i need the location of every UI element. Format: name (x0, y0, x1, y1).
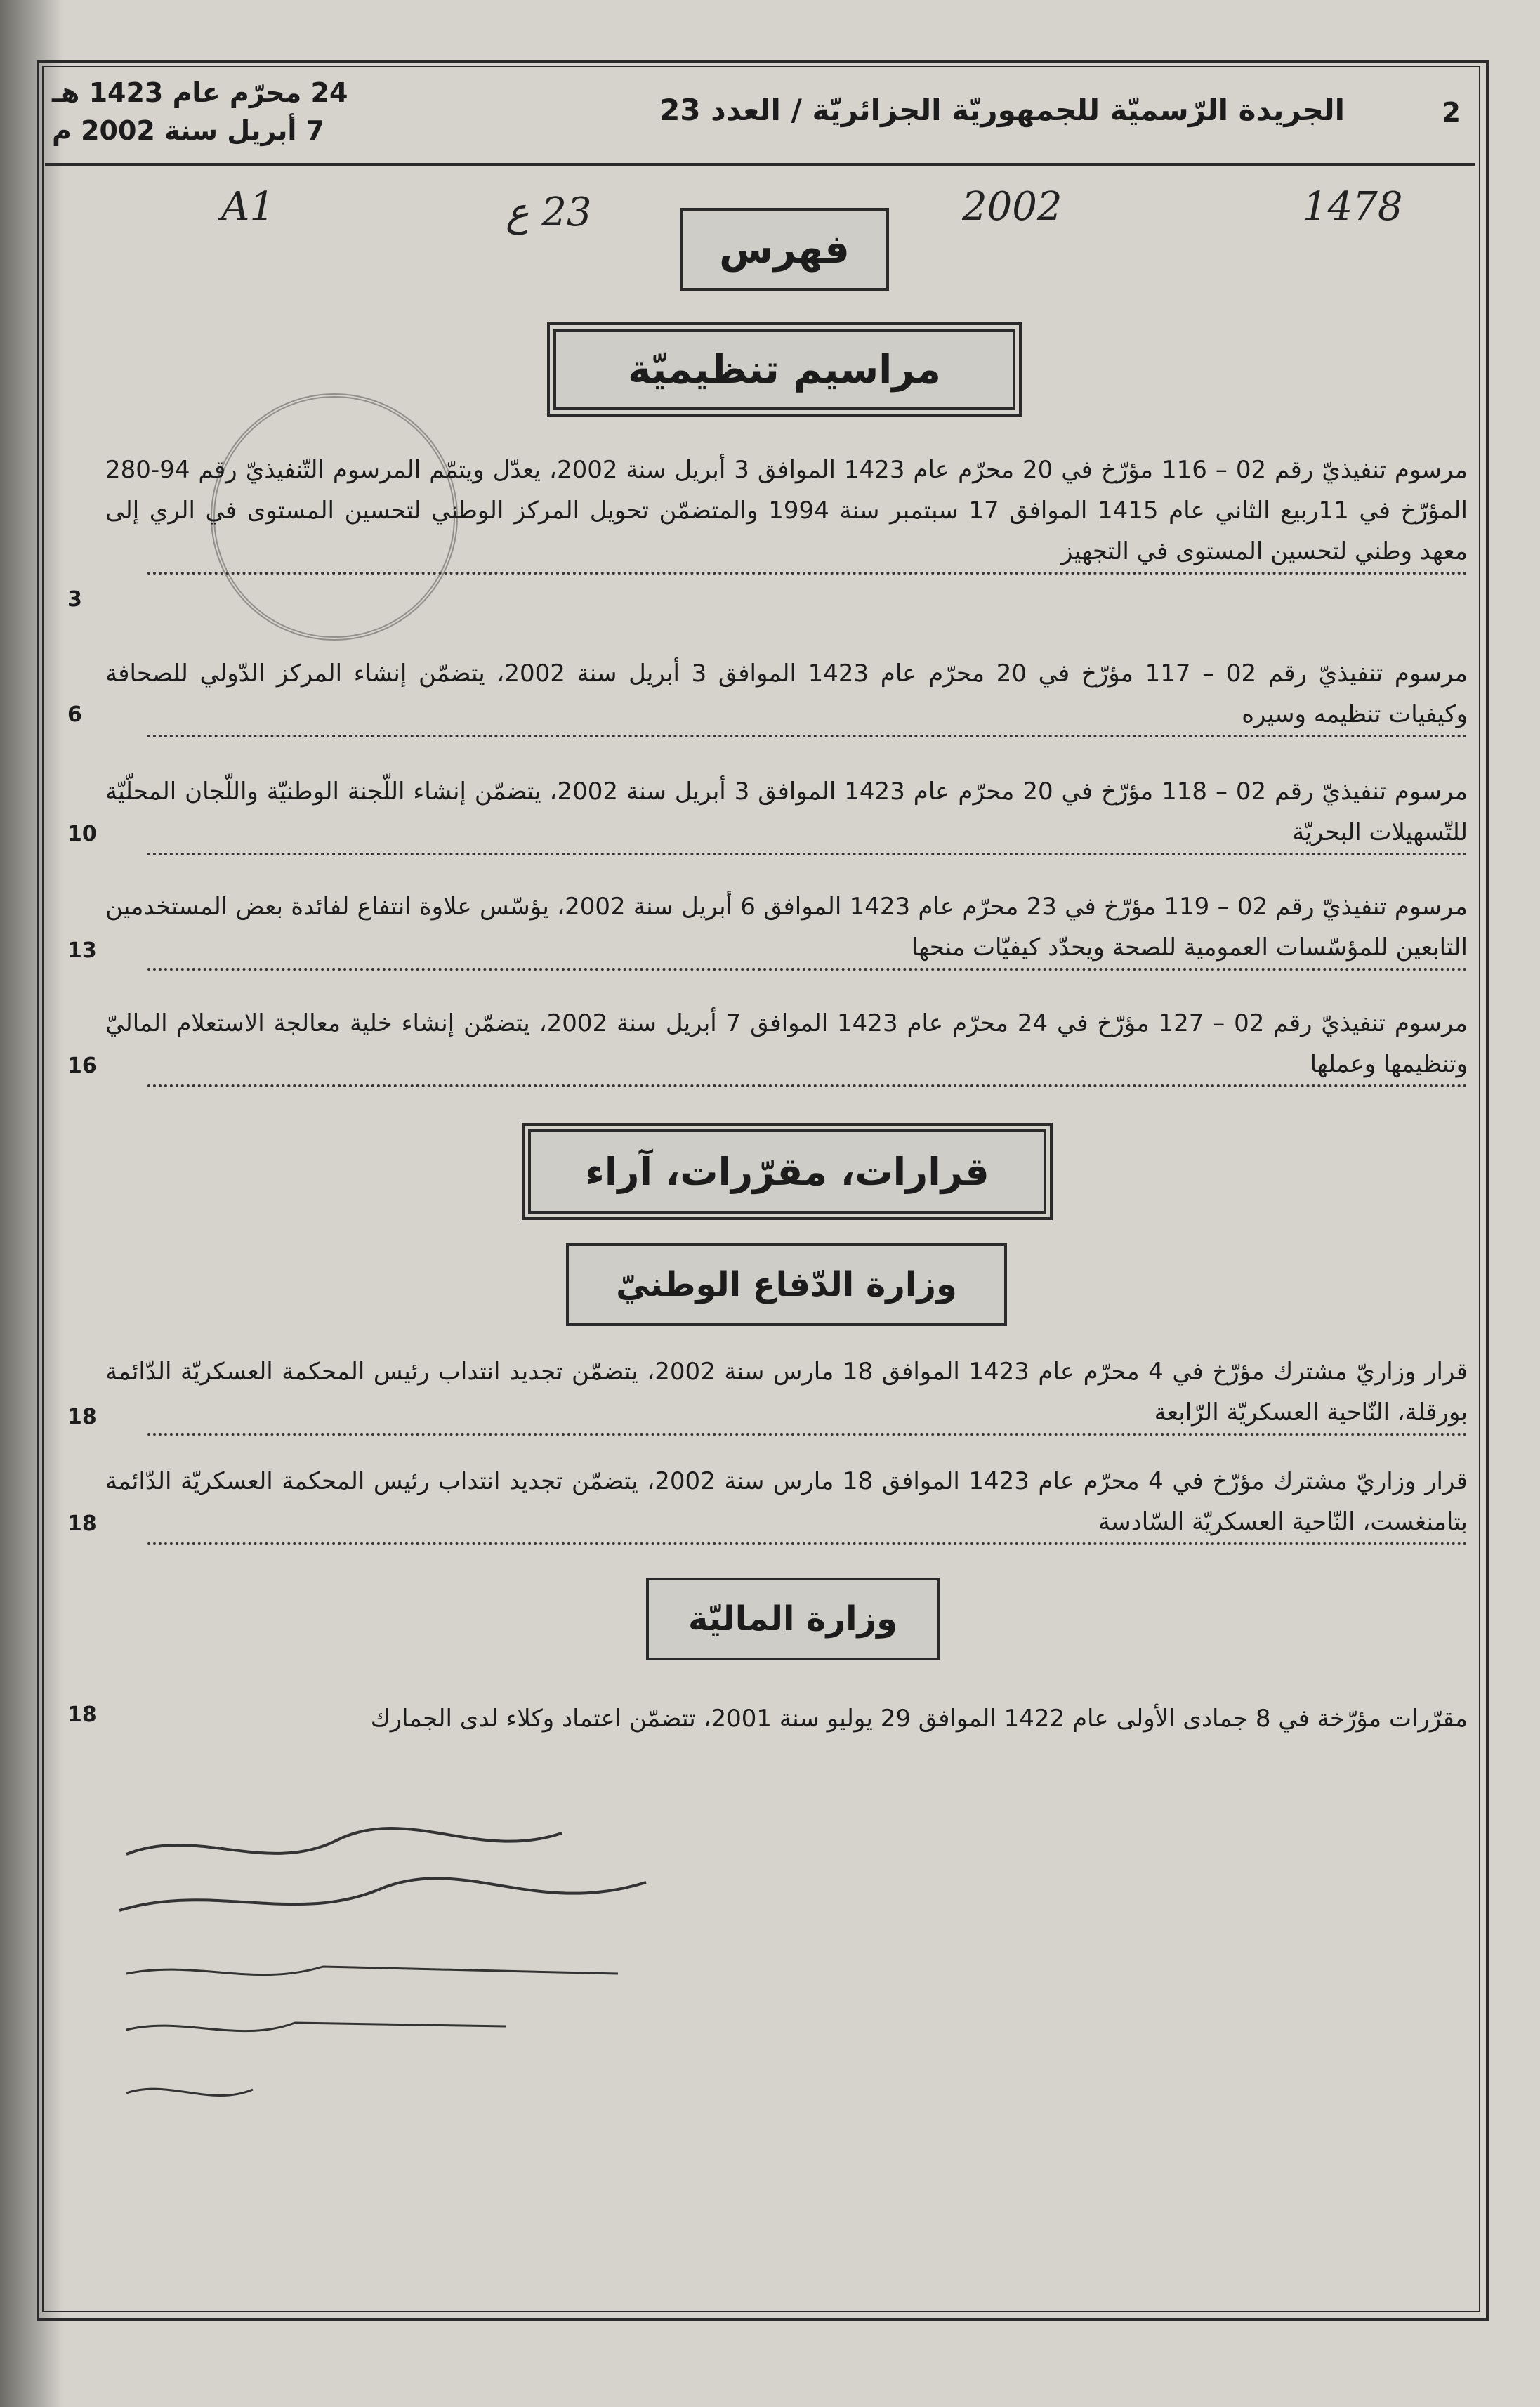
entry-page-3: 10 (67, 822, 97, 846)
handwritten-ref: A1 (221, 184, 275, 230)
defense-ministry-box (566, 1243, 1007, 1326)
finance-ministry-title: وزارة الماليّة (688, 1599, 898, 1639)
page-number: 2 (1442, 97, 1461, 128)
page-header (45, 69, 1475, 166)
leader-dots (147, 853, 1468, 855)
decrees-section-title: مراسيم تنظيميّة (628, 346, 941, 393)
entry-text: قرار وزاريّ مشترك مؤرّخ في 4 محرّم عام 1423 الموافق 18 مارس سنة 2002، يتضمّن تجديد انتداب رئيس المحكمة العسكريّة الدّائمة بتامنغست، النّاحية العسكريّة السّادسة (105, 1467, 1468, 1536)
leader-dots (147, 735, 1468, 737)
entry-page-8: 18 (67, 1703, 97, 1727)
decisions-section-title: قرارات، مقرّرات، آراء (585, 1149, 989, 1194)
leader-dots (147, 1433, 1468, 1436)
hijri-date: 24 محرّم عام 1423 هـ (52, 77, 348, 108)
toc-entry-5 (105, 1003, 1468, 1087)
handwritten-signature (112, 1812, 674, 2121)
leader-dots (147, 1084, 1468, 1087)
toc-entry-4 (105, 886, 1468, 971)
entry-page-4: 13 (67, 938, 97, 963)
entry-text: مرسوم تنفيذيّ رقم 02 – 118 مؤرّخ في 20 محرّم عام 1423 الموافق 3 أبريل سنة 2002، يتضمّن إنشاء اللّجنة الوطنيّة واللّجان المحلّيّة للتّسهيلات البحريّة (105, 778, 1468, 846)
defense-ministry-title: وزارة الدّفاع الوطنيّ (616, 1265, 957, 1304)
leader-dots (147, 572, 1468, 575)
entry-page-7: 18 (67, 1511, 97, 1536)
finance-ministry-box (646, 1578, 940, 1660)
leader-dots (147, 1542, 1468, 1545)
toc-entry-7 (105, 1461, 1468, 1545)
entry-text: مرسوم تنفيذيّ رقم 02 – 127 مؤرّخ في 24 محرّم عام 1423 الموافق 7 أبريل سنة 2002، يتضمّن إنشاء خلية معالجة الاستعلام الماليّ وتنظيمها وعملها (105, 1009, 1468, 1078)
entry-text: قرار وزاريّ مشترك مؤرّخ في 4 محرّم عام 1423 الموافق 18 مارس سنة 2002، يتضمّن تجديد انتداب رئيس المحكمة العسكريّة الدّائمة بورقلة، النّاحية العسكريّة الرّابعة (105, 1358, 1468, 1427)
decisions-section-box (528, 1129, 1046, 1214)
entry-page-2: 6 (67, 702, 82, 727)
leader-dots (147, 968, 1468, 971)
handwritten-issue: 23 ع (506, 190, 592, 235)
toc-entry-6 (105, 1351, 1468, 1436)
toc-entry-3 (105, 771, 1468, 855)
handwritten-year: 2002 (962, 184, 1062, 230)
toc-entry-8 (105, 1698, 1468, 1739)
entry-text: مرسوم تنفيذيّ رقم 02 – 117 مؤرّخ في 20 محرّم عام 1423 الموافق 3 أبريل سنة 2002، يتضمّن إنشاء المركز الدّولي للصحافة وكيفيات تنظيمه وسيره (105, 660, 1468, 728)
toc-entry-2 (105, 653, 1468, 737)
index-title-box (680, 208, 889, 291)
entry-text: مرسوم تنفيذيّ رقم 02 – 116 مؤرّخ في 20 محرّم عام 1423 الموافق 3 أبريل سنة 2002، يعدّل ويتمّم المرسوم التّنفيذيّ رقم 94-280 المؤرّخ في 11ربيع الثاني عام 1415 الموافق 17 سبتمبر سنة 1994 والمتضمّن تحويل المركز الوطني لتحسين المستوى في الري إلى معهد وطني لتحسين المستوى في التجهيز (105, 456, 1468, 565)
entry-page-5: 16 (67, 1054, 97, 1078)
handwritten-code: 1478 (1303, 184, 1403, 230)
entry-text: مقرّرات مؤرّخة في 8 جمادى الأولى عام 1422 الموافق 29 يوليو سنة 2001، تتضمّن اعتماد وكلاء لدى الجمارك (370, 1705, 1468, 1733)
gregorian-date: 7 أبريل سنة 2002 م (52, 115, 325, 146)
journal-title: الجريدة الرّسميّة للجمهوريّة الجزائريّة / العدد 23 (659, 93, 1345, 127)
decrees-section-box (553, 329, 1015, 410)
index-title: فهرس (719, 226, 850, 273)
entry-page-6: 18 (67, 1405, 97, 1429)
toc-entry-1 (105, 450, 1468, 575)
entry-page-1: 3 (67, 587, 82, 612)
entry-text: مرسوم تنفيذيّ رقم 02 – 119 مؤرّخ في 23 محرّم عام 1423 الموافق 6 أبريل سنة 2002، يؤسّس علاوة انتفاع لفائدة بعض المستخدمين التابعين للمؤسّسات العمومية للصحة ويحدّد كيفيّات منحها (105, 893, 1468, 962)
